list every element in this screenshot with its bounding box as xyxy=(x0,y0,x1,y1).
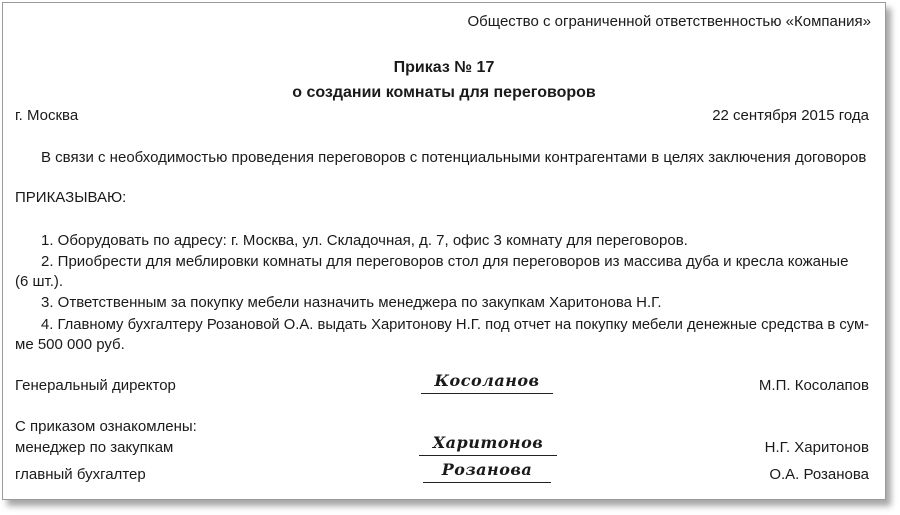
order-item-4: 4. Главному бухгалтеру Розановой О.А. выдать Харитонову Н.Г. под отчет на покупку мебели денежные средства в сум- xyxy=(41,316,870,333)
acquainted-label: С приказом ознакомлены: xyxy=(15,418,197,435)
organization-name: Общество с ограниченной ответственностью «Компания» xyxy=(467,13,871,30)
director-name: М.П. Косолапов xyxy=(758,377,869,394)
order-item-4-continuation: ме 500 000 руб. xyxy=(15,336,125,353)
accountant-signature-text: Розанова xyxy=(441,460,533,479)
accountant-name: О.А. Розанова xyxy=(769,466,869,483)
order-document xyxy=(2,2,886,500)
document-date: 22 сентября 2015 года xyxy=(712,107,869,124)
order-item-3: 3. Ответственным за покупку мебели назначить менеджера по закупкам Харитонова Н.Г. xyxy=(41,294,662,311)
accountant-signature xyxy=(423,460,551,483)
order-word: ПРИКАЗЫВАЮ: xyxy=(15,189,127,206)
manager-position: менеджер по закупкам xyxy=(15,439,174,456)
order-item-2: 2. Приобрести для меблировки комнаты для переговоров стол для переговоров из массива дуба и кресла кожаные xyxy=(41,253,849,270)
manager-signature-text: Харитонов xyxy=(432,433,544,452)
document-subtitle: о создании комнаты для переговоров xyxy=(292,84,596,101)
preamble-text: В связи с необходимостью проведения переговоров с потенциальными контрагентами в целях заключения договоров xyxy=(41,149,867,166)
manager-name: Н.Г. Харитонов xyxy=(764,439,869,456)
order-item-2-continuation: (6 шт.). xyxy=(15,273,64,290)
document-city: г. Москва xyxy=(15,107,79,124)
director-position: Генеральный директор xyxy=(15,377,176,394)
document-title: Приказ № 17 xyxy=(393,59,495,76)
director-signature xyxy=(421,371,553,394)
accountant-position: главный бухгалтер xyxy=(15,466,146,483)
order-item-1: 1. Оборудовать по адресу: г. Москва, ул. Складочная, д. 7, офис 3 комнату для переговоров. xyxy=(41,232,688,249)
manager-signature xyxy=(419,433,557,456)
director-signature-text: Косоланов xyxy=(434,371,540,390)
